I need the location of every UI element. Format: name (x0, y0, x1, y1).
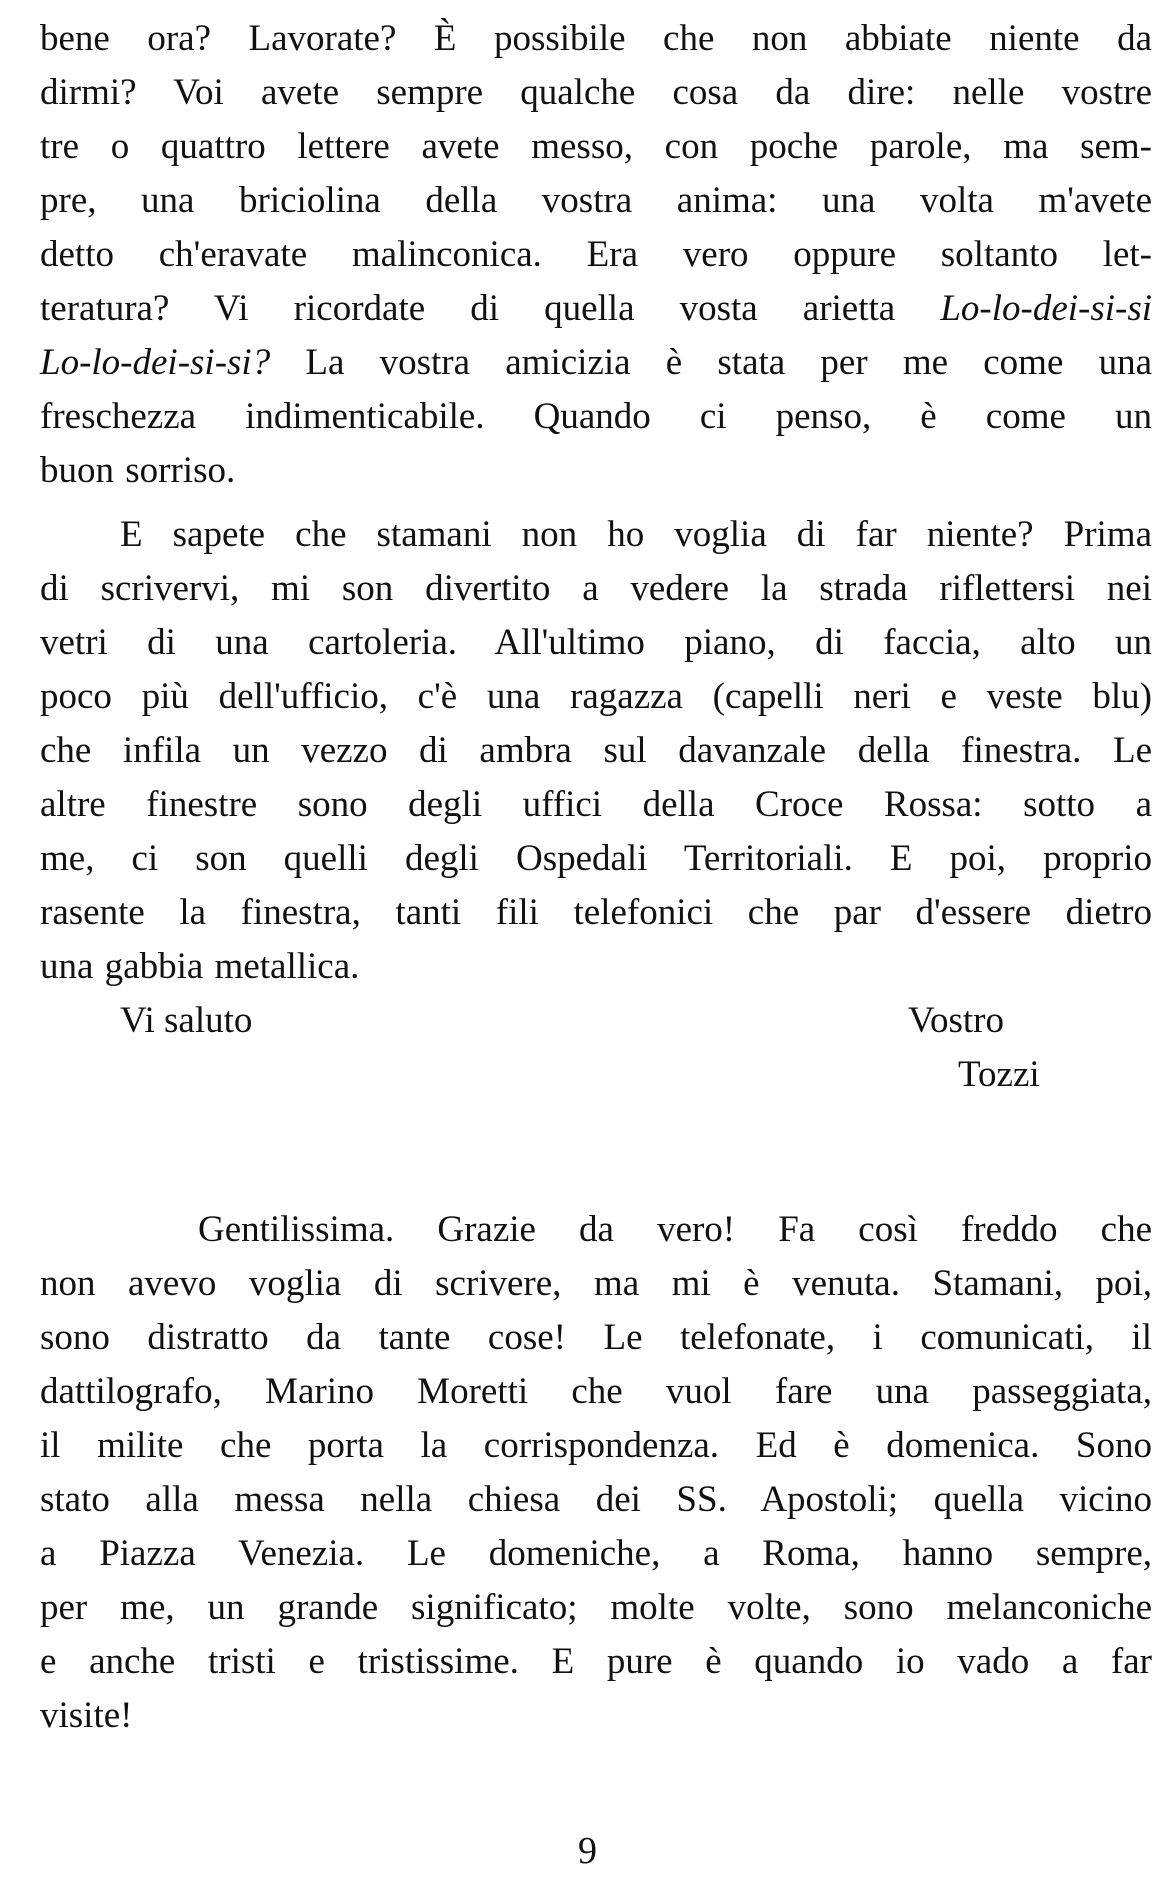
text-line: detto ch'eravate malinconica. Era vero oppure soltanto let- (40, 234, 1152, 275)
text-line: il milite che porta la corrispondenza. Ed è domenica. Sono (40, 1425, 1152, 1466)
closing: Vostro (908, 1000, 1004, 1041)
greeting: Vi saluto (120, 1000, 253, 1041)
text-line: a Piazza Venezia. Le domeniche, a Roma, hanno sempre, (40, 1533, 1152, 1574)
text-line: pre, una briciolina della vostra anima: una volta m'avete (40, 180, 1152, 221)
text-line: poco più dell'ufficio, c'è una ragazza (capelli neri e veste blu) (40, 676, 1152, 717)
text-line: per me, un grande significato; molte volte, sono melanconiche (40, 1587, 1152, 1628)
text-span: teratura? Vi ricordate di quella vosta arietta (40, 288, 896, 329)
text-span: La vostra amicizia è stata per me come una (305, 342, 1152, 383)
text-line: dirmi? Voi avete sempre qualche cosa da dire: nelle vostre (40, 72, 1152, 113)
text-line: e anche tristi e tristissime. E pure è quando io vado a far (40, 1641, 1152, 1682)
text-line: buon sorriso. (40, 450, 236, 491)
text-line: rasente la finestra, tanti fili telefonici che par d'essere dietro (40, 892, 1152, 933)
text-line: freschezza indimenticabile. Quando ci penso, è come un (40, 396, 1152, 437)
letter1-paragraph2 (40, 508, 1152, 994)
text-line: me, ci son quelli degli Ospedali Territoriali. E poi, proprio (40, 838, 1152, 879)
text-line: tre o quattro lettere avete messo, con poche parole, ma sem- (40, 126, 1152, 167)
text-line: altre finestre sono degli uffici della Croce Rossa: sotto a (40, 784, 1152, 825)
letter1-paragraph1 (40, 12, 1152, 498)
italic-phrase: Lo-lo-dei-si-si? (40, 342, 271, 383)
signature: Tozzi (958, 1054, 1040, 1095)
text-line (40, 282, 1152, 336)
text-line: E sapete che stamani non ho voglia di far niente? Prima (120, 514, 1152, 555)
text-line: una gabbia metallica. (40, 946, 360, 987)
text-line (40, 336, 1152, 390)
text-line: visite! (40, 1695, 133, 1736)
text-line: stato alla messa nella chiesa dei SS. Apostoli; quella vicino (40, 1479, 1152, 1520)
text-line: Gentilissima. Grazie da vero! Fa così freddo che (198, 1209, 1152, 1250)
signoff-row (40, 994, 1152, 1048)
text-line: bene ora? Lavorate? È possibile che non abbiate niente da (40, 18, 1152, 59)
text-line: di scrivervi, mi son divertito a vedere la strada riflettersi nei (40, 568, 1152, 609)
page-number: 9 (578, 1830, 597, 1872)
text-line: vetri di una cartoleria. All'ultimo piano, di faccia, alto un (40, 622, 1152, 663)
italic-phrase: Lo-lo-dei-si-si (940, 288, 1153, 329)
text-line: non avevo voglia di scrivere, ma mi è venuta. Stamani, poi, (40, 1263, 1152, 1304)
letter2-paragraph (40, 1203, 1152, 1743)
text-line: dattilografo, Marino Moretti che vuol fare una passeggiata, (40, 1371, 1152, 1412)
text-line: che infila un vezzo di ambra sul davanzale della finestra. Le (40, 730, 1152, 771)
text-line: sono distratto da tante cose! Le telefonate, i comunicati, il (40, 1317, 1152, 1358)
